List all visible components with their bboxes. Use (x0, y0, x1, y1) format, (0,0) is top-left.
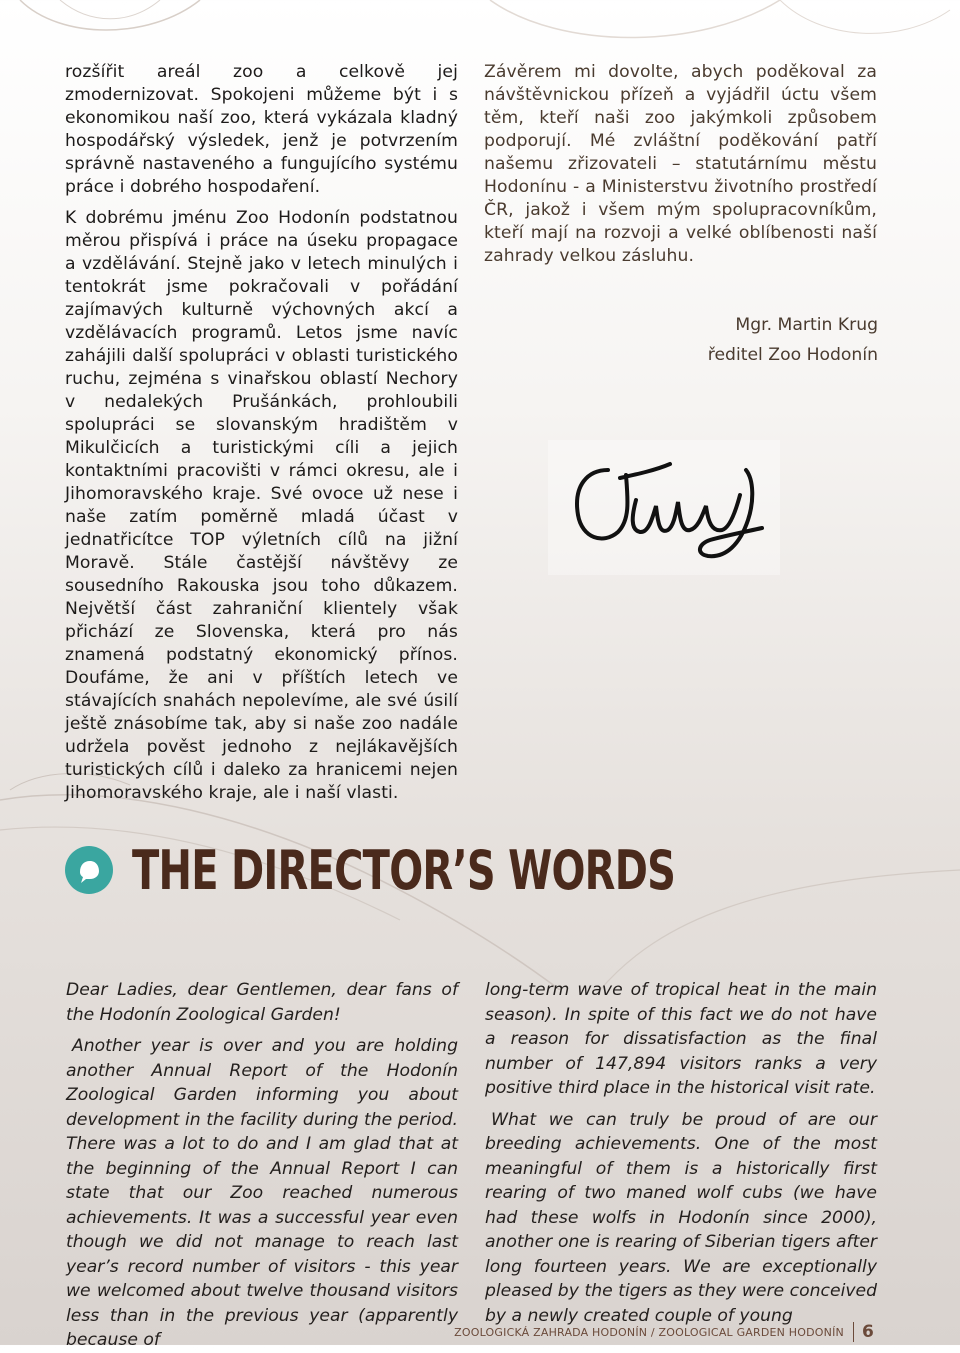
handwritten-signature (548, 440, 780, 575)
czech-closing-paragraph: Závěrem mi dovolte, abych poděkoval za návštěvnickou přízeň a vyjádřil úctu všem těm, kteří naši zoo jakýmkoli způsobem podporují. Mé zvláštní poděkování patří našemu zřizovateli – statutárnímu městu Hodonínu - a Ministerstvu životního prostředí ČR, jakož i všem mým spolupracovníkům, kteří mají na rozvoji a velké oblíbenosti naší zahrady velkou zásluhu. (484, 62, 877, 266)
english-greeting: Dear Ladies, dear Gentlemen, dear fans of the Hodonín Zoological Garden! (66, 980, 458, 1025)
english-paragraph-1: Another year is over and you are holding another Annual Report of the Hodonín Zoological Garden informing you about development in the facility during the period. There was a lot to do and I am glad that at the beginning of the Annual Report I can state that our Zoo reached numerous achievements. It was a successful year even though we did not manage to reach last year’s record number of visitors - this year we welcomed about twelve thousand visitors less than in the previous year (apparently because of (66, 1036, 458, 1350)
czech-text-left-column (65, 61, 458, 805)
signer-role: ředitel Zoo Hodonín (707, 345, 878, 365)
english-text-left-column (66, 978, 458, 1353)
page-number: 6 (861, 1322, 874, 1342)
page-footer (454, 1322, 874, 1342)
signer-name: Mgr. Martin Krug (735, 315, 878, 335)
english-paragraph-2: long-term wave of tropical heat in the main season). In spite of this fact we do not have a reason for dissatisfaction as the final number of 147,894 visitors ranks a very positive third place in the historical visit rate. (485, 980, 877, 1098)
speech-bubble-icon (64, 845, 114, 895)
page-title: THE DIRECTOR’S WORDS (132, 838, 676, 902)
background-leaf-top-right-icon (480, 0, 960, 60)
czech-paragraph-1: rozšířit areál zoo a celkově jej zmodernizovat. Spokojeni můžeme být i s ekonomikou naší zoo, která vykázala kladný hospodářský výsledek, jenž je potvrzením správně nastaveného a fungujícího systému práce i dobrého hospodaření. (65, 62, 458, 197)
footer-divider (853, 1322, 854, 1342)
english-paragraph-3: What we can truly be proud of are our breeding achievements. One of the most meaningful of them is a historically first rearing of two maned wolf cubs (we have had these wolfs in Hodonín since 2000), another one is rearing of Siberian tigers after long fourteen years. We are exceptionally pleased by the tigers as they were conceived by a newly created couple of young (485, 1109, 877, 1326)
background-leaf-top-left-icon (0, 0, 260, 50)
signature-block (660, 310, 878, 370)
english-text-right-column (485, 978, 877, 1328)
section-heading (64, 835, 866, 905)
czech-paragraph-2: K dobrému jménu Zoo Hodonín podstatnou měrou přispívá i práce na úseku propagace a vzdělávání. Stejně jako v letech minulých i tentokrát jsme pokračovali v pořádání zajímavých kulturně výchovných akcí a vzdělávacích programů. Letos jsme navíc zahájili další spolupráci v oblasti turistického ruchu, zejména s vinařskou oblastí Nechory v nedalekých Prušánkách, prohloubili spolupráci se slovanským hradištěm v Mikulčicích a turistickými cíli a jejich kontaktními pracovišti v rámci okresu, ale i Jihomoravského kraje. Své ovoce už nese i naše zatím poměrně mladá účast v jednatřicítce TOP výletních cílů na jižní Moravě. Stále častější návštěvy ze sousedního Rakouska jsou toho důkazem. Největší část zahraniční klientely však přichází ze Slovenska, která pro nás znamená podstatný ekonomický přínos. Doufáme, že ani v příštích letech ve stávajících snahách nepolevíme, ale své úsilí ještě znásobíme tak, aby si naše zoo nadále udržela pověst jednoho z nejlákavějších turistických cílů i daleko za hranicemi nejen Jihomoravského kraje, ale i naší vlasti. (65, 208, 458, 803)
czech-text-right-column (484, 61, 877, 268)
footer-label: ZOOLOGICKÁ ZAHRADA HODONÍN / ZOOLOGICAL GARDEN HODONÍN (454, 1325, 844, 1339)
